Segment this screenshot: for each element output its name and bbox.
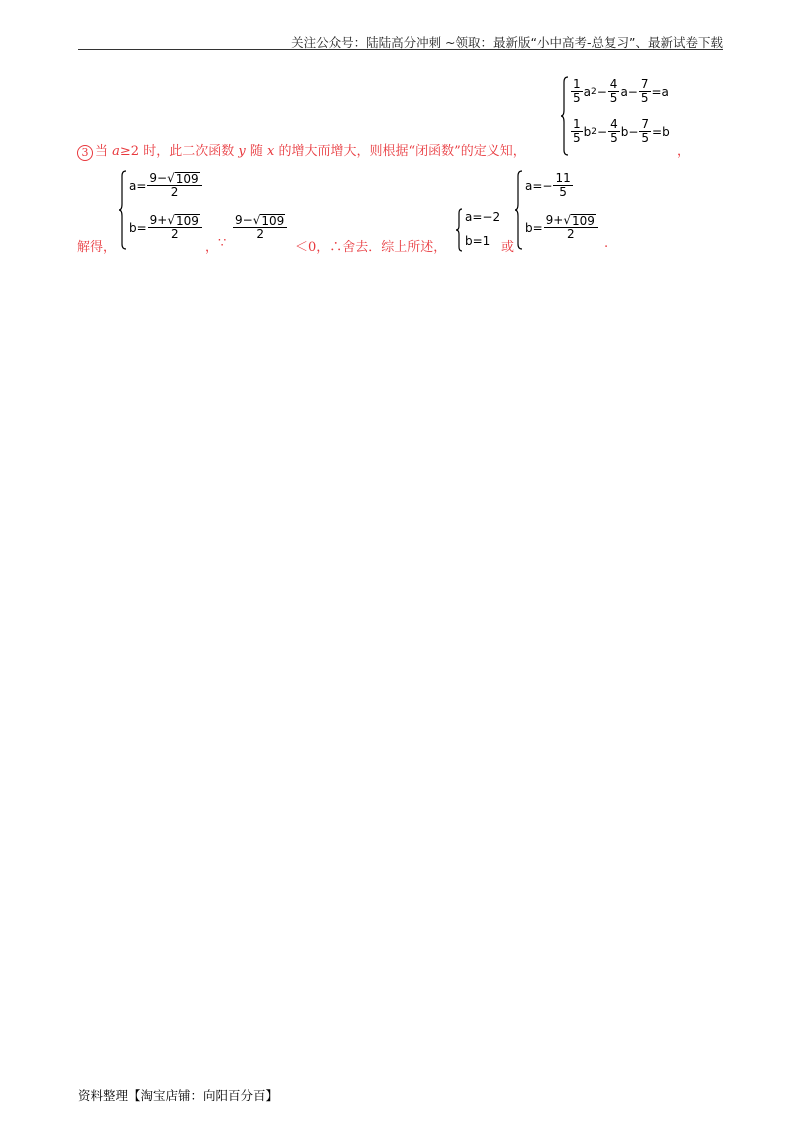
exponent: 2 (591, 126, 597, 137)
standalone-fraction (232, 214, 288, 241)
page-header: 关注公众号：陆陆高分冲刺 ~领取：最新版“小中高考-总复习”、最新试卷下载 (291, 35, 723, 50)
fraction: 9− √ 109 2 (147, 172, 201, 199)
equation-system-1 (560, 76, 680, 156)
because-symbol: ∵ (218, 236, 227, 251)
equation-row-a (129, 172, 203, 199)
lhs: a=− (525, 178, 553, 193)
lhs: a= (129, 178, 147, 193)
variable-x: x (266, 144, 275, 159)
separator-comma: ， (205, 240, 219, 255)
operator: − (597, 124, 608, 139)
term: a− (620, 84, 638, 99)
exponent: 2 (591, 86, 597, 97)
fraction: $\frac{1}{5}$ (573, 77, 581, 105)
step-marker: 3 (77, 145, 93, 161)
text-segment: 当 (95, 144, 113, 159)
equation-row-2 (570, 118, 670, 145)
text-segment: 的增大而增大，则根据“闭函数”的定义知， (274, 144, 526, 159)
final-period: . (604, 236, 609, 251)
fraction: $\frac{7}{5}$ (641, 117, 650, 145)
equation-row-b (129, 214, 203, 241)
variable-y: y (238, 144, 246, 159)
variable-a: a (112, 144, 120, 159)
conclusion-text: ＜0，∴舍去．综上所述， (295, 240, 447, 255)
equation-row-b (525, 214, 599, 241)
equation-system-3 (455, 208, 505, 252)
fraction: 9+ √ 109 2 (148, 214, 202, 241)
left-brace-icon (455, 208, 464, 252)
equation-row-1 (570, 78, 669, 105)
page-footer: 资料整理【淘宝店铺：向阳百分百】 (78, 1088, 279, 1103)
fraction: $\frac{4}{5}$ (610, 117, 618, 145)
equation-row-b: b=1 (465, 234, 491, 248)
left-brace-icon (560, 76, 570, 156)
equation-system-4 (514, 170, 614, 250)
text-segment: 随 (245, 144, 267, 159)
fraction: 9− √ 109 2 (233, 214, 287, 241)
trailing-comma: ， (677, 144, 691, 159)
text-segment: ≥2 时，此二次函数 (119, 144, 239, 159)
term: b (583, 124, 592, 139)
operator: − (596, 84, 607, 99)
equation-row-a (525, 172, 574, 199)
header-divider (78, 49, 723, 50)
or-text: 或 (501, 240, 515, 255)
left-brace-icon (118, 170, 128, 250)
solution-lead: 解得， (77, 240, 117, 255)
fraction: $\frac{11}{5}$ (555, 171, 571, 199)
equation-system-2 (118, 170, 218, 250)
lhs: b= (525, 220, 543, 235)
fraction: $\frac{7}{5}$ (640, 77, 649, 105)
equation-row-a: a=−2 (465, 210, 501, 224)
lhs: b= (129, 220, 147, 235)
fraction: 9+ √ 109 2 (544, 214, 598, 241)
term: b− (620, 124, 639, 139)
right-hand-side: =b (652, 124, 670, 139)
term: a (583, 84, 591, 99)
right-hand-side: =a (651, 84, 669, 99)
solution-line-1 (77, 140, 526, 161)
fraction: $\frac{4}{5}$ (609, 77, 618, 105)
left-brace-icon (514, 170, 524, 250)
fraction: $\frac{1}{5}$ (573, 117, 581, 145)
